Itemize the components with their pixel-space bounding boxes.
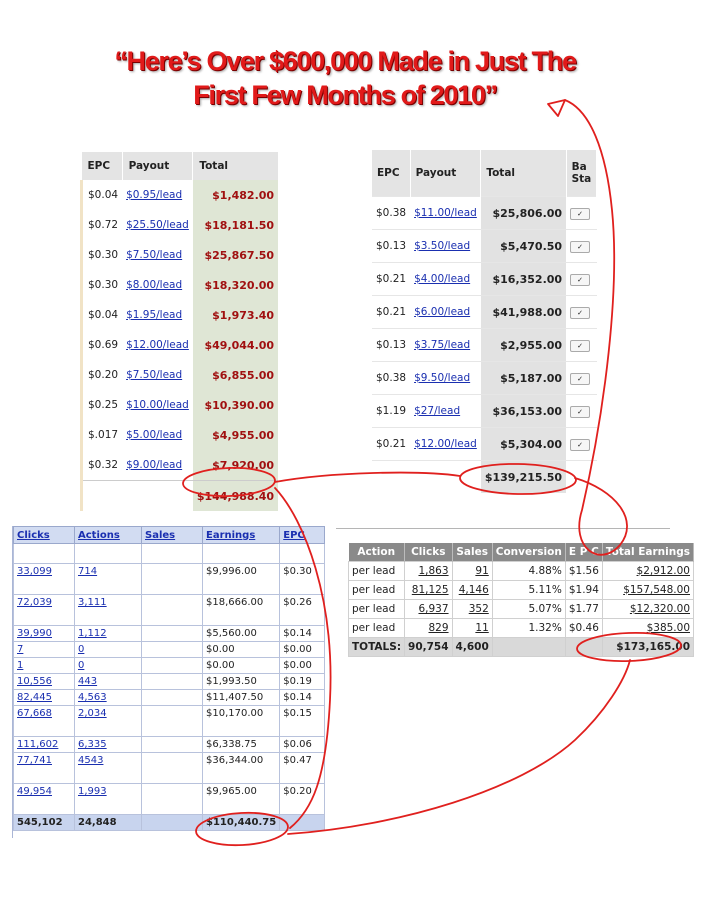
epc-cell: $0.47 <box>280 753 325 784</box>
clicks-cell <box>14 626 75 642</box>
earnings-cell: $36,344.00 <box>203 753 280 784</box>
actions-link[interactable]: 2,034 <box>78 708 107 719</box>
col-header-total: Total <box>481 150 566 197</box>
total-cell: $5,304.00 <box>481 428 566 461</box>
table-row <box>14 642 325 658</box>
epc-cell: $1.94 <box>565 581 602 600</box>
epc-cell: $0.19 <box>280 674 325 690</box>
actions-link[interactable]: 1,112 <box>78 628 107 639</box>
total-cell: $41,988.00 <box>481 296 566 329</box>
sum-row <box>82 481 279 512</box>
epc-cell: $0.30 <box>82 240 123 270</box>
status-cell <box>566 197 597 230</box>
sales-cell <box>142 658 203 674</box>
table-row <box>372 329 597 362</box>
epc-cell: $0.32 <box>82 450 123 481</box>
epc-cell: $0.20 <box>280 784 325 815</box>
payout-cell <box>122 270 193 300</box>
actions-cell <box>75 690 142 706</box>
clicks-link[interactable]: 67,668 <box>17 708 52 719</box>
sales-cell <box>142 737 203 753</box>
table-row <box>82 330 279 360</box>
clicks-cell <box>14 690 75 706</box>
earnings-table-1 <box>80 152 279 511</box>
actions-link[interactable]: 4,563 <box>78 692 107 703</box>
epc-cell: $0.13 <box>372 329 410 362</box>
epc-cell: $0.69 <box>82 330 123 360</box>
clicks-cell <box>14 564 75 595</box>
conversion-cell: 5.11% <box>492 581 565 600</box>
clicks-cell <box>14 706 75 737</box>
actions-cell <box>75 642 142 658</box>
total-cell: $4,955.00 <box>193 420 278 450</box>
payout-cell <box>122 420 193 450</box>
epc-cell: $0.15 <box>280 706 325 737</box>
earnings-cell <box>203 544 280 564</box>
payout-link[interactable]: $12.00/lead <box>126 339 189 351</box>
payout-cell <box>122 300 193 330</box>
sales-cell <box>142 784 203 815</box>
clicks-link[interactable]: 33,099 <box>17 566 52 577</box>
clicks-link[interactable]: 77,741 <box>17 755 52 766</box>
total-earnings-cell[interactable]: $2,912.00 <box>602 562 693 581</box>
epc-cell: $0.38 <box>372 362 410 395</box>
clicks-link[interactable]: 10,556 <box>17 676 52 687</box>
table-row <box>349 619 694 638</box>
connector-line-3 <box>288 660 630 834</box>
totals-sales-cell: 4,600 <box>452 638 492 657</box>
epc-cell: $0.30 <box>280 564 325 595</box>
sum-earnings-cell: $110,440.75 <box>203 815 280 831</box>
clicks-link[interactable]: 1 <box>17 660 24 671</box>
col-header-sales: Sales <box>452 543 492 562</box>
epc-cell: $1.77 <box>565 600 602 619</box>
epc-cell: $0.04 <box>82 300 123 330</box>
col-header-epc: EPC <box>372 150 410 197</box>
clicks-cell <box>14 784 75 815</box>
payout-link[interactable]: $25.50/lead <box>126 219 189 231</box>
col-header-total-earnings: Total Earnings <box>602 543 693 562</box>
payout-cell <box>410 230 481 263</box>
total-cell: $36,153.00 <box>481 395 566 428</box>
payout-link[interactable]: $7.50/lead <box>126 369 183 381</box>
table-row <box>82 270 279 300</box>
epc-cell: $0.00 <box>280 658 325 674</box>
sales-cell <box>142 626 203 642</box>
col-header-earnings[interactable]: Earnings <box>203 527 280 544</box>
col-header-total: Total <box>193 152 278 180</box>
payout-cell <box>410 395 481 428</box>
sales-cell <box>142 674 203 690</box>
total-cell: $1,973.40 <box>193 300 278 330</box>
col-header-payout: Payout <box>122 152 193 180</box>
table-row <box>14 737 325 753</box>
table-row <box>14 784 325 815</box>
clicks-link[interactable]: 39,990 <box>17 628 52 639</box>
col-header-status: Sta <box>571 173 592 185</box>
payout-cell <box>410 362 481 395</box>
sales-cell[interactable]: 4,146 <box>452 581 492 600</box>
table-row <box>14 626 325 642</box>
payout-link[interactable]: $5.00/lead <box>126 429 183 441</box>
table-row <box>82 390 279 420</box>
actions-link[interactable]: 4543 <box>78 755 104 766</box>
actions-cell <box>75 737 142 753</box>
payout-cell <box>122 330 193 360</box>
epc-cell: $0.06 <box>280 737 325 753</box>
totals-row <box>349 638 694 657</box>
col-header-sales[interactable]: Sales <box>142 527 203 544</box>
totals-earnings-cell: $173,165.00 <box>602 638 693 657</box>
actions-cell <box>75 706 142 737</box>
total-cell: $18,181.50 <box>193 210 278 240</box>
payout-link[interactable]: $3.75/lead <box>414 339 471 351</box>
actions-cell <box>75 626 142 642</box>
table-row <box>372 230 597 263</box>
status-cell <box>566 329 597 362</box>
actions-cell <box>75 658 142 674</box>
payout-cell <box>410 296 481 329</box>
earnings-table-2 <box>372 150 597 493</box>
actions-cell <box>75 595 142 626</box>
payout-cell <box>122 210 193 240</box>
col-header-payout: Payout <box>410 150 481 197</box>
actions-link[interactable]: 0 <box>78 644 85 655</box>
action-cell: per lead <box>349 600 405 619</box>
total-cell: $25,806.00 <box>481 197 566 230</box>
actions-cell <box>75 753 142 784</box>
col-header-action: Action <box>349 543 405 562</box>
status-cell <box>566 263 597 296</box>
sum-row <box>372 461 597 494</box>
sales-cell <box>142 690 203 706</box>
status-select[interactable]: ✓ <box>570 208 590 220</box>
actions-cell <box>75 544 142 564</box>
action-cell: per lead <box>349 562 405 581</box>
epc-cell: $0.21 <box>372 428 410 461</box>
earnings-table-4 <box>348 543 694 657</box>
table-row <box>82 210 279 240</box>
epc-cell: $1.56 <box>565 562 602 581</box>
epc-cell: $0.30 <box>82 270 123 300</box>
divider <box>336 528 670 529</box>
table-row <box>14 544 325 564</box>
actions-cell <box>75 784 142 815</box>
actions-cell <box>75 564 142 595</box>
earnings-table-3-screenshot <box>12 526 325 838</box>
headline-line-1: “Here’s Over $600,000 Made in Just The <box>114 46 576 76</box>
clicks-cell <box>14 544 75 564</box>
epc-cell: $0.21 <box>372 263 410 296</box>
totals-label: TOTALS: <box>349 638 405 657</box>
sales-cell[interactable]: 352 <box>452 600 492 619</box>
earnings-cell: $18,666.00 <box>203 595 280 626</box>
total-cell: $49,044.00 <box>193 330 278 360</box>
total-cell: $18,320.00 <box>193 270 278 300</box>
payout-link[interactable]: $6.00/lead <box>414 306 471 318</box>
table-row <box>372 395 597 428</box>
status-cell <box>566 230 597 263</box>
total-cell: $6,855.00 <box>193 360 278 390</box>
col-header-balance-status <box>566 150 597 197</box>
total-cell: $1,482.00 <box>193 180 278 210</box>
epc-cell: $0.00 <box>280 642 325 658</box>
actions-link[interactable]: 3,111 <box>78 597 107 608</box>
table-row <box>349 581 694 600</box>
clicks-link[interactable]: 82,445 <box>17 692 52 703</box>
payout-link[interactable]: $27/lead <box>414 405 461 417</box>
epc-cell: $0.46 <box>565 619 602 638</box>
payout-link[interactable]: $0.95/lead <box>126 189 183 201</box>
sales-cell <box>142 753 203 784</box>
clicks-cell[interactable]: 81,125 <box>405 581 453 600</box>
epc-cell: $0.72 <box>82 210 123 240</box>
actions-link[interactable]: 714 <box>78 566 98 577</box>
earnings-table-3 <box>13 526 325 831</box>
clicks-cell <box>14 642 75 658</box>
clicks-cell <box>14 595 75 626</box>
earnings-cell: $1,993.50 <box>203 674 280 690</box>
clicks-cell[interactable]: 1,863 <box>405 562 453 581</box>
total-cell: $5,187.00 <box>481 362 566 395</box>
earnings-cell: $9,996.00 <box>203 564 280 595</box>
earnings-cell: $0.00 <box>203 642 280 658</box>
clicks-link[interactable]: 72,039 <box>17 597 52 608</box>
payout-cell <box>122 180 193 210</box>
clicks-cell <box>14 658 75 674</box>
earnings-cell: $11,407.50 <box>203 690 280 706</box>
payout-cell <box>122 240 193 270</box>
sales-cell <box>142 642 203 658</box>
total-cell: $7,920.00 <box>193 450 278 481</box>
table-row <box>14 706 325 737</box>
sum-row <box>14 815 325 831</box>
headline <box>60 44 630 112</box>
table-row <box>14 753 325 784</box>
table-row <box>14 690 325 706</box>
table-row <box>372 263 597 296</box>
earnings-cell: $10,170.00 <box>203 706 280 737</box>
clicks-link[interactable]: 111,602 <box>17 739 59 750</box>
col-header-clicks[interactable]: Clicks <box>14 527 75 544</box>
sales-cell <box>142 544 203 564</box>
table-row <box>14 564 325 595</box>
sales-cell <box>142 706 203 737</box>
actions-link[interactable]: 1,993 <box>78 786 107 797</box>
headline-line-2: First Few Months of 2010” <box>193 80 497 110</box>
conversion-cell: 5.07% <box>492 600 565 619</box>
col-header-epc: EPC <box>82 152 123 180</box>
payout-cell <box>410 263 481 296</box>
table-row <box>82 360 279 390</box>
total-cell: $25,867.50 <box>193 240 278 270</box>
col-header-epc: E P C <box>565 543 602 562</box>
epc-cell <box>280 544 325 564</box>
payout-cell <box>410 329 481 362</box>
sum-total-cell: $139,215.50 <box>481 461 566 494</box>
earnings-table-4-screenshot <box>336 528 690 658</box>
clicks-cell <box>14 737 75 753</box>
total-earnings-cell[interactable]: $12,320.00 <box>602 600 693 619</box>
payout-link[interactable]: $7.50/lead <box>126 249 183 261</box>
epc-cell: $0.13 <box>372 230 410 263</box>
table-row <box>82 240 279 270</box>
clicks-link[interactable]: 7 <box>17 644 24 655</box>
payout-link[interactable]: $9.50/lead <box>414 372 471 384</box>
status-select[interactable]: ✓ <box>570 340 590 352</box>
conversion-cell: 1.32% <box>492 619 565 638</box>
conversion-cell: 4.88% <box>492 562 565 581</box>
payout-link[interactable]: $8.00/lead <box>126 279 183 291</box>
table-row <box>349 600 694 619</box>
epc-cell: $0.20 <box>82 360 123 390</box>
total-earnings-cell[interactable]: $157,548.00 <box>602 581 693 600</box>
epc-cell: $0.14 <box>280 626 325 642</box>
earnings-table-2-screenshot <box>372 150 592 494</box>
epc-cell: $.017 <box>82 420 123 450</box>
sum-total-cell: $144,988.40 <box>193 481 278 512</box>
payout-link[interactable]: $10.00/lead <box>126 399 189 411</box>
payout-cell <box>122 450 193 481</box>
total-earnings-cell[interactable]: $385.00 <box>602 619 693 638</box>
total-cell: $2,955.00 <box>481 329 566 362</box>
earnings-cell: $5,560.00 <box>203 626 280 642</box>
status-select[interactable]: ✓ <box>570 274 590 286</box>
total-cell: $5,470.50 <box>481 230 566 263</box>
epc-cell: $0.21 <box>372 296 410 329</box>
total-cell: $10,390.00 <box>193 390 278 420</box>
epc-cell: $0.14 <box>280 690 325 706</box>
payout-cell <box>410 197 481 230</box>
actions-link[interactable]: 443 <box>78 676 98 687</box>
col-header-epc[interactable]: EPC <box>280 527 325 544</box>
payout-link[interactable]: $1.95/lead <box>126 309 183 321</box>
payout-link[interactable]: $11.00/lead <box>414 207 477 219</box>
clicks-cell[interactable]: 6,937 <box>405 600 453 619</box>
earnings-table-1-screenshot <box>80 152 275 503</box>
epc-cell: $0.38 <box>372 197 410 230</box>
payout-link[interactable]: $9.00/lead <box>126 459 183 471</box>
epc-cell: $0.26 <box>280 595 325 626</box>
action-cell: per lead <box>349 619 405 638</box>
table-row <box>82 420 279 450</box>
action-cell: per lead <box>349 581 405 600</box>
total-cell: $16,352.00 <box>481 263 566 296</box>
actions-link[interactable]: 6,335 <box>78 739 107 750</box>
payout-link[interactable]: $3.50/lead <box>414 240 471 252</box>
clicks-cell[interactable]: 829 <box>405 619 453 638</box>
clicks-cell <box>14 753 75 784</box>
sales-cell <box>142 564 203 595</box>
payout-cell <box>410 428 481 461</box>
sales-cell[interactable]: 11 <box>452 619 492 638</box>
table-row <box>372 428 597 461</box>
actions-link[interactable]: 0 <box>78 660 85 671</box>
epc-cell: $1.19 <box>372 395 410 428</box>
col-header-balance: Ba <box>571 161 587 173</box>
status-cell <box>566 296 597 329</box>
table-row <box>82 450 279 481</box>
earnings-cell: $6,338.75 <box>203 737 280 753</box>
status-cell <box>566 362 597 395</box>
sales-cell <box>142 595 203 626</box>
payout-cell <box>122 360 193 390</box>
table-row <box>372 296 597 329</box>
status-select[interactable]: ✓ <box>570 373 590 385</box>
payout-link[interactable]: $4.00/lead <box>414 273 471 285</box>
status-select[interactable]: ✓ <box>570 307 590 319</box>
table-row <box>82 300 279 330</box>
earnings-cell: $9,965.00 <box>203 784 280 815</box>
table-row <box>14 658 325 674</box>
totals-clicks-cell: 90,754 <box>405 638 453 657</box>
earnings-cell: $0.00 <box>203 658 280 674</box>
epc-cell: $0.25 <box>82 390 123 420</box>
sales-cell[interactable]: 91 <box>452 562 492 581</box>
payout-cell <box>122 390 193 420</box>
sum-clicks-cell: 545,102 <box>14 815 75 831</box>
actions-cell <box>75 674 142 690</box>
sum-actions-cell: 24,848 <box>75 815 142 831</box>
table-row <box>14 674 325 690</box>
col-header-actions[interactable]: Actions <box>75 527 142 544</box>
col-header-clicks: Clicks <box>405 543 453 562</box>
status-cell <box>566 395 597 428</box>
col-header-conversion: Conversion <box>492 543 565 562</box>
clicks-link[interactable]: 49,954 <box>17 786 52 797</box>
status-select[interactable]: ✓ <box>570 439 590 451</box>
table-row <box>82 180 279 210</box>
status-select[interactable]: ✓ <box>570 406 590 418</box>
clicks-cell <box>14 674 75 690</box>
status-cell <box>566 428 597 461</box>
payout-link[interactable]: $12.00/lead <box>414 438 477 450</box>
table-row <box>349 562 694 581</box>
table-row <box>14 595 325 626</box>
status-select[interactable]: ✓ <box>570 241 590 253</box>
table-row <box>372 197 597 230</box>
table-row <box>372 362 597 395</box>
epc-cell: $0.04 <box>82 180 123 210</box>
